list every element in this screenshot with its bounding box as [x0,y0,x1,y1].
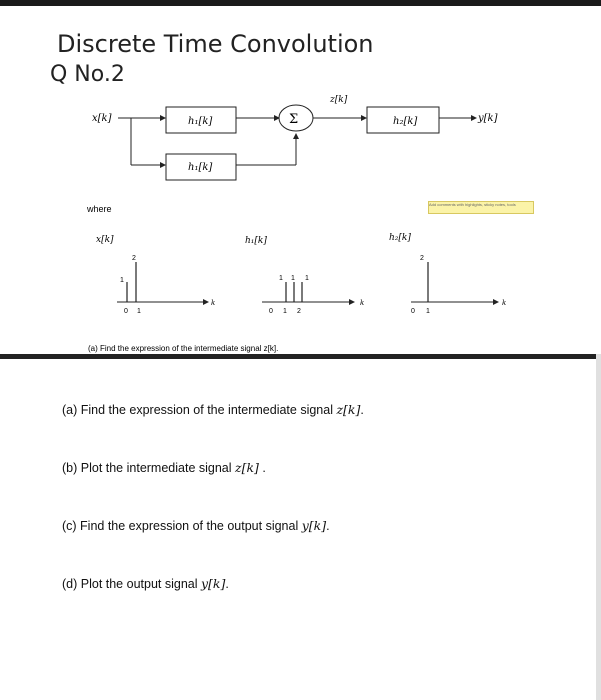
h1-top-label: h₁[k] [188,116,213,127]
question-number: Q No.2 [50,62,125,87]
svg-text:k: k [502,299,507,307]
svg-text:2: 2 [132,255,136,262]
slide-caption: (a) Find the expression of the intermediate signal z[k]. [88,344,279,353]
slide-separator [0,354,601,359]
svg-text:k: k [211,299,216,307]
question-c: (c) Find the expression of the output signal y[k]. [62,518,330,533]
sticky-note[interactable]: Add comments with highlights, sticky notes, tools [428,201,534,214]
input-label: x[k] [92,113,112,124]
svg-text:1: 1 [137,308,141,315]
svg-text:2: 2 [420,255,424,262]
h1-bottom-label: h₁[k] [188,162,213,173]
z-label: z[k] [330,95,348,105]
where-label: where [87,204,112,214]
h2-label: h₂[k] [393,116,418,127]
sigma-symbol: Σ [289,112,299,127]
svg-text:k: k [360,299,365,307]
right-edge [596,354,601,700]
slide-title: Discrete Time Convolution [57,30,374,58]
svg-text:1: 1 [120,277,124,284]
x-plot [96,235,215,315]
x-plot-label: x[k] [96,235,114,245]
question-b: (b) Plot the intermediate signal z[k] . [62,460,266,475]
h2-plot [389,233,506,315]
h1-plot-label: h₁[k] [245,236,267,246]
svg-text:0: 0 [269,308,273,315]
svg-text:0: 0 [411,308,415,315]
output-label: y[k] [478,113,498,124]
svg-text:2: 2 [297,308,301,315]
question-a: (a) Find the expression of the intermediate signal z[k]. [62,402,364,417]
h2-plot-label: h₂[k] [389,233,411,243]
h1-plot [245,236,364,315]
svg-text:1: 1 [279,275,283,282]
svg-text:1: 1 [291,275,295,282]
svg-text:1: 1 [426,308,430,315]
svg-text:0: 0 [124,308,128,315]
svg-text:1: 1 [305,275,309,282]
svg-text:1: 1 [283,308,287,315]
question-d: (d) Plot the output signal y[k]. [62,576,229,591]
